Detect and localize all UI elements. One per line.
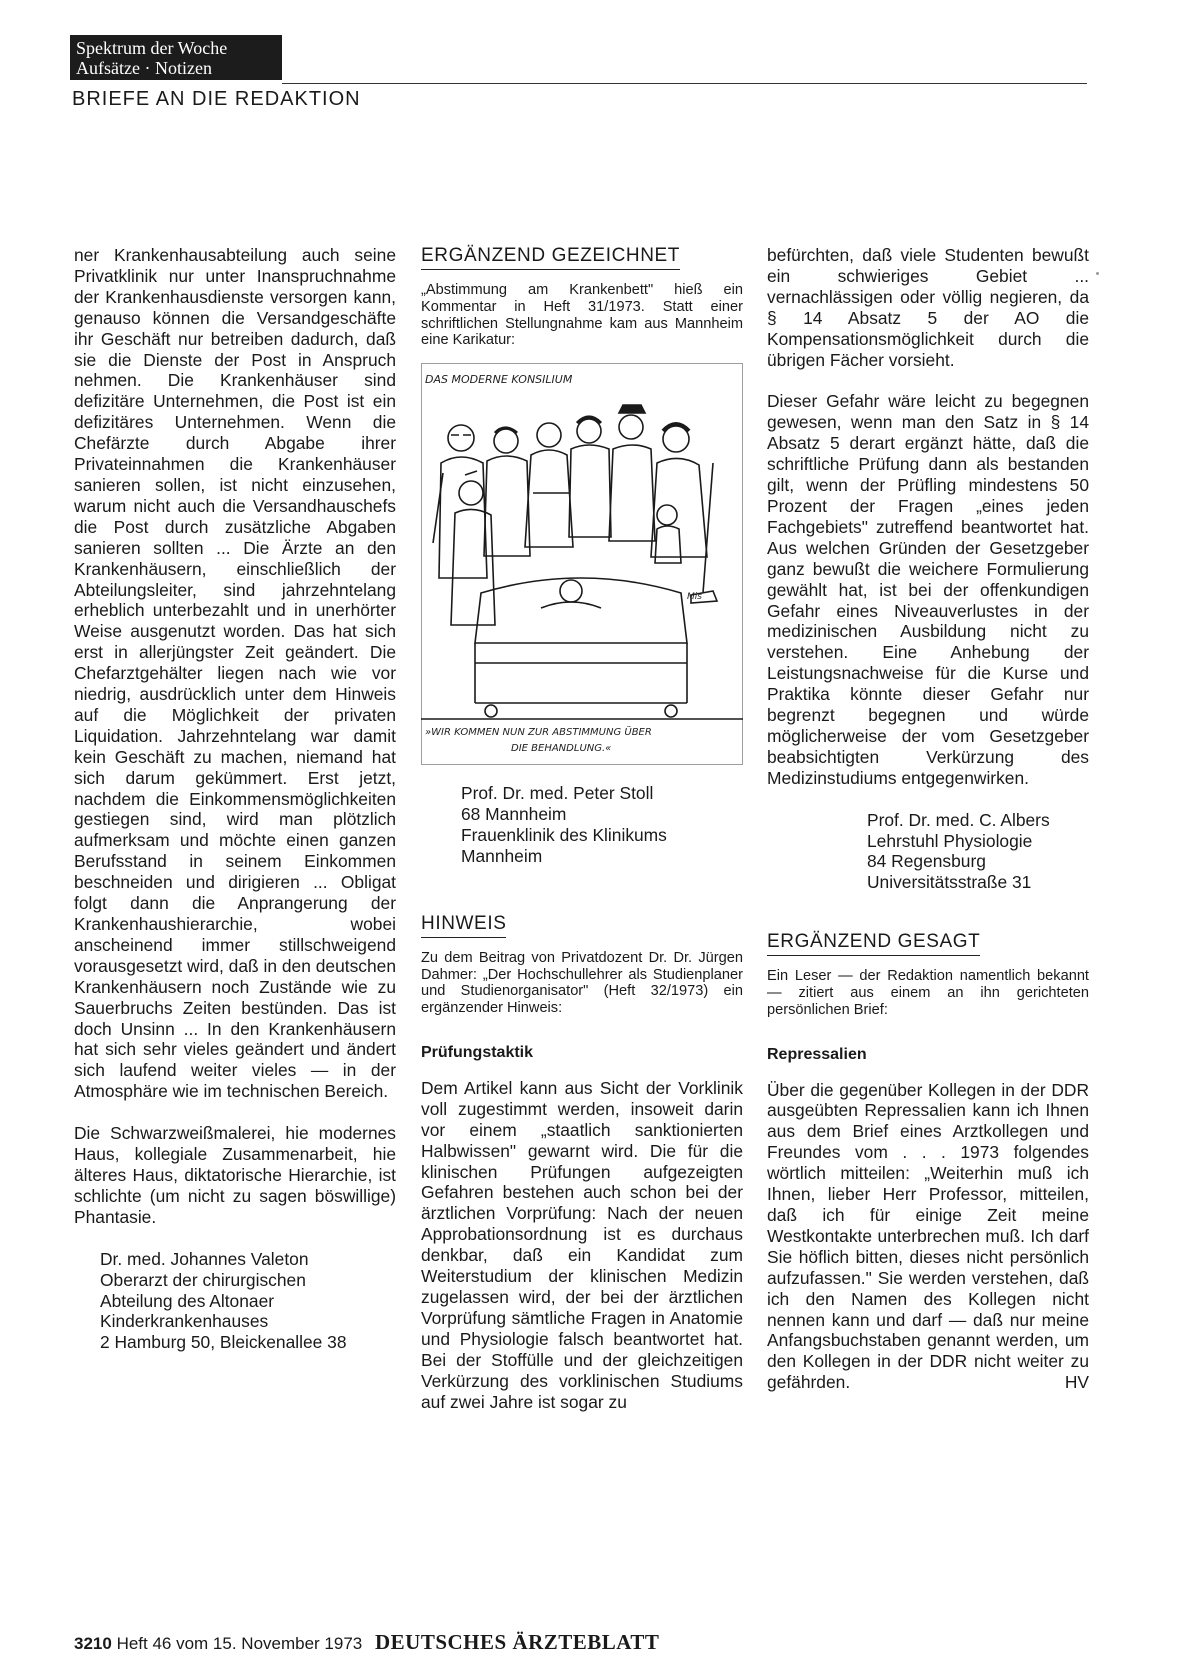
heading-ergaenzend-gezeichnet: ERGÄNZEND GEZEICHNET	[421, 245, 680, 270]
subheading-pruefungstaktik: Prüfungstaktik	[421, 1044, 534, 1061]
signature-line: Oberarzt der chirurgischen	[100, 1269, 306, 1290]
cartoon-artist-signature: Mis	[687, 592, 702, 603]
section-title: BRIEFE AN DIE REDAKTION	[72, 88, 361, 110]
cartoon-caption-line-2: DIE BEHANDLUNG.«	[511, 743, 612, 755]
issue-info: Heft 46 vom 15. November 1973	[116, 1634, 363, 1653]
gesagt-intro: Ein Leser — der Redaktion namentlich bekannt — zitiert aus einem an ihn gerichteten persönlichen Brief:	[767, 968, 1089, 1018]
signature-valeton	[74, 1249, 396, 1354]
subheading-repressalien: Repressalien	[767, 1045, 867, 1063]
signature-line: Lehrstuhl Physiologie	[867, 830, 1033, 851]
albers-paragraph-2: Dieser Gefahr wäre leicht zu begegnen gewesen, wenn man den Satz in § 14 Absatz 5 derart ergänzt hätte, daß die schriftliche Prüfung dann als bestanden gilt, wenn der Prüfling mindestens 50 Prozent der Fragen „eines jeden Fachgebiets" zutreffend beantwortet hat. Aus welchen Gründen der Gesetzgeber ganz bewußt die weichere Formulierung gewählt hat, ist bei der offenkundigen Gefahr eines Niveauverlustes in der medizinischen Ausbildung nicht zu verstehen. Eine Anhebung der Leistungsnachweise für die Kurse und Praktika könnte dieser Gefahr nur begrenzt begegnen und würde möglicherweise der vom Gesetzgeber beabsichtigten Verkürzung des Medizinstudiums entgegenwirken.	[767, 391, 1089, 788]
albers-paragraph-1: befürchten, daß viele Studenten bewußt ein schwieriges Gebiet ... vernachlässigen oder völlig negieren, da § 14 Absatz 5 der AO die Kompensationsmöglichkeit durch die übrigen Fächer vorsieht.	[767, 245, 1089, 370]
signature-stoll	[421, 783, 743, 867]
column-3	[767, 245, 1089, 1393]
signature-line: Prof. Dr. med. Peter Stoll	[461, 783, 654, 804]
badge-line-1: Spektrum der Woche	[76, 38, 228, 58]
signature-line: 68 Mannheim	[461, 804, 567, 825]
header-rule	[282, 83, 1087, 84]
signature-line: Frauenklinik des Klinikums	[461, 825, 667, 845]
column-2	[421, 245, 743, 1412]
cartoon-caption-line-1: »WIR KOMMEN NUN ZUR ABSTIMMUNG ÜBER	[425, 727, 652, 739]
signature-albers	[767, 810, 1089, 894]
badge-line-2: Aufsätze · Notizen	[76, 58, 212, 78]
signature-line: Mannheim	[461, 845, 543, 866]
heading-hinweis: HINWEIS	[421, 913, 506, 938]
signature-line: Kinderkrankenhauses	[100, 1311, 269, 1332]
scan-speck	[1096, 272, 1099, 275]
signature-line: 2 Hamburg 50, Bleickenallee 38	[100, 1332, 347, 1353]
page-number: 3210	[74, 1634, 112, 1653]
cartoon-intro: „Abstimmung am Krankenbett" hieß ein Kommentar in Heft 31/1973. Statt einer schriftlichen Stellungnahme kam aus Mannheim eine Karikatur:	[421, 282, 743, 349]
signature-line: 84 Regensburg	[867, 851, 986, 872]
letter-paragraph-2: Die Schwarzweißmalerei, hie modernes Haus, kollegiale Zusammenarbeit, hie älteres Haus, diktatorische Hierarchie, ist schlichte (um nicht zu sagen böswillige) Phantasie.	[74, 1123, 396, 1227]
author-initials: HV	[1064, 1372, 1089, 1393]
repressalien-text: Über die gegenüber Kollegen in der DDR ausgeübten Repressalien kann ich Ihnen aus dem Brief eines Arztkollegen und Freundes vom . . . 1973 folgendes wörtlich mitteilen: „Weiterhin muß ich Ihnen, lieber Herr Professor, mitteilen, daß ich für einige Zeit meine Westkontakte unterbrechen muß. Ich darf Sie höflich bitten, dieses nicht persönlich aufzufassen." Sie werden verstehen, daß ich den Namen des Kollegen nicht nennen kann und darf — daß nur meine Anfangsbuchstaben genannt werden, um den Kollegen in der DDR nicht weiter zu gefährden.	[767, 1079, 1089, 1393]
signature-line: Abteilung des Altonaer	[100, 1290, 275, 1311]
signature-line: Prof. Dr. med. C. Albers	[867, 809, 1050, 830]
column-1	[74, 245, 396, 1353]
heading-ergaenzend-gesagt: ERGÄNZEND GESAGT	[767, 931, 980, 956]
signature-line: Universitätsstraße 31	[867, 872, 1032, 893]
letter-paragraph-1: ner Krankenhausabteilung auch seine Privatklinik nur unter Inanspruchnahme der Krankenhausdienste versorgen kann, genauso können die Versandgeschäfte ihr Geschäft nur betreiben dadurch, daß sie die Dienste der Post in Anspruch nehmen. Die Krankenhäuser sind defizitäre Unternehmen, die Post ist ein defizitäres Unternehmen. Wenn die Chefärzte durch Abgabe ihrer Privateinnahmen die Krankenhäuser sanieren sollen, ist nicht einzusehen, warum nicht auch die Versandhauschefs die Post durch zusätzliche Abgaben sanieren sollten ... Die Ärzte an den Krankenhäusern, einschließlich der Abteilungsleiter, sind jahrzehntelang erheblich unterbezahlt und in unerhörter Weise ausgenutzt worden. Das hat sich erst in allerjüngster Zeit geändert. Die Chefarztgehälter liegen nach wie vor niedrig, ausdrücklich unter dem Hinweis auf die Möglichkeit der privaten Liquidation. Jahrzehntelang war damit kein Geschäft zu machen, niemand hat sich darum gekümmert. Erst jetzt, nachdem die Einkommensmöglichkeiten gestiegen sind, wird man plötzlich aufmerksam und möchte einen ganzen Berufsstand in seinem Einkommen beschneiden und dirigieren ... Obligat folgt dann die Anprangerung der Krankenhaushierarchie, wobei anscheinend immer stillschweigend vorausgesetzt wird, daß in den deutschen Krankenhäusern noch Zustände wie zu Sauerbruchs Zeiten bestünden. Das ist doch Unsinn ... In den Krankenhäusern hat sich sehr vieles geändert und ändert sich laufend weiter vieles — in der Atmosphäre wie im technischen Bereich.	[74, 245, 396, 1102]
signature-line: Dr. med. Johannes Valeton	[100, 1248, 309, 1269]
page-footer	[74, 1630, 659, 1655]
pruefungstaktik-body: Dem Artikel kann aus Sicht der Vorklinik voll zugestimmt werden, insoweit darin vor einem „staatlich sanktionierten Halbwissen" gewarnt wird. Die für die klinischen Prüfungen aufgezeigten Gefahren bestehen auch schon bei der ärztlichen Vorprüfung: Nach der neuen Approbationsordnung ist es durchaus denkbar, daß ein Kandidat zum Weiterstudium der klinischen Medizin zugelassen wird, der bei der ärztlichen Vorprüfung sämtliche Fragen in Anatomie und Physiologie falsch beantwortet hat. Bei der Stoffülle und der gleichzeitigen Verkürzung des vorklinischen Studiums auf zwei Jahre ist sogar zu	[421, 1077, 743, 1412]
hinweis-intro: Zu dem Beitrag von Privatdozent Dr. Dr. Jürgen Dahmer: „Der Hochschullehrer als Studienplaner und Studienorganisator" (Heft 32/1973) ein ergänzender Hinweis:	[421, 949, 743, 1017]
cartoon-illustration	[421, 363, 743, 765]
section-badge	[70, 35, 282, 80]
cartoon-title: DAS MODERNE KONSILIUM	[425, 373, 573, 387]
magazine-title: DEUTSCHES ÄRZTEBLATT	[374, 1630, 660, 1654]
repressalien-body	[767, 1080, 1089, 1394]
